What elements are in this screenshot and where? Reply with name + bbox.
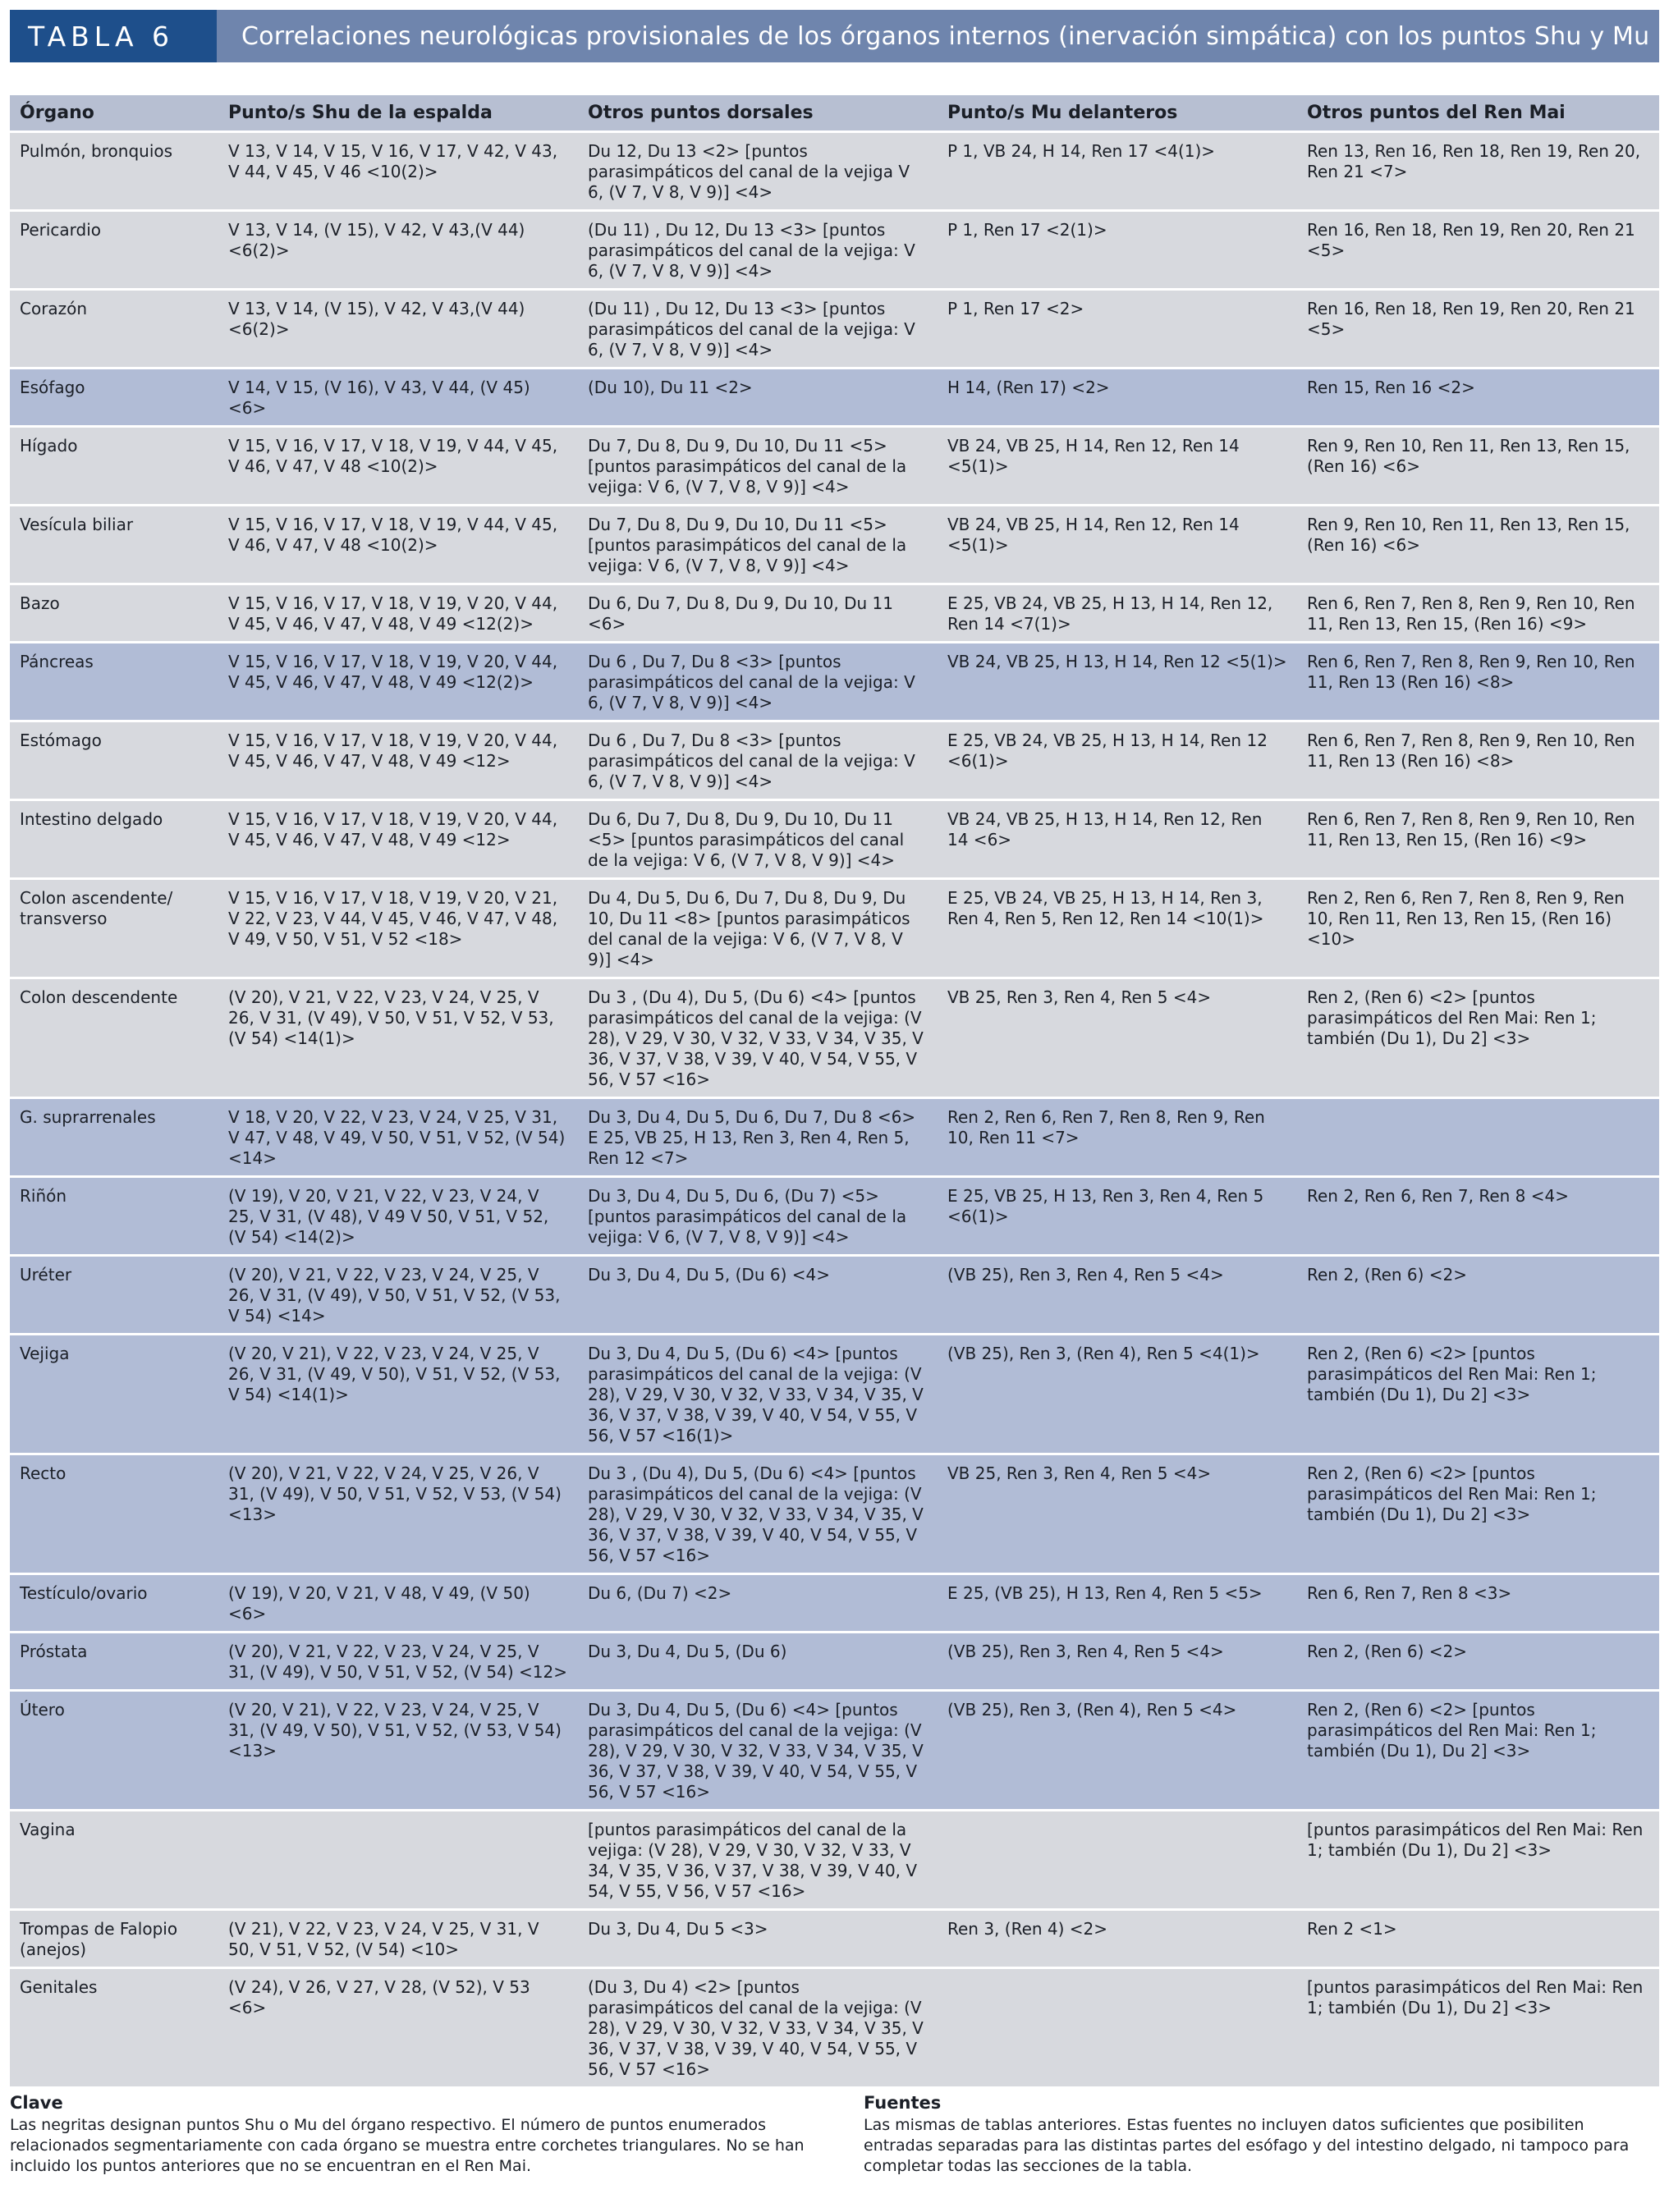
organ-cell: Estómago — [10, 721, 218, 799]
dorsal-cell: Du 6, Du 7, Du 8, Du 9, Du 10, Du 11 <5> [puntos parasimpáticos del canal de la vejiga: V 6, (V 7, V 8, V 9)] <4> — [578, 799, 938, 878]
shu-cell: (V 20, V 21), V 22, V 23, V 24, V 25, V 31, (V 49, V 50), V 51, V 52, (V 53, V 54) <13> — [218, 1690, 578, 1810]
organ-cell: Colon descendente — [10, 978, 218, 1097]
shu-cell: V 15, V 16, V 17, V 18, V 19, V 44, V 45, V 46, V 47, V 48 <10(2)> — [218, 505, 578, 584]
organ-cell: Bazo — [10, 584, 218, 642]
shu-cell: (V 19), V 20, V 21, V 22, V 23, V 24, V 25, V 31, (V 48), V 49 V 50, V 51, V 52, (V 54) <14(2)> — [218, 1176, 578, 1255]
table-row — [10, 210, 1659, 289]
ren-cell: Ren 2, (Ren 6) <2> — [1297, 1255, 1659, 1334]
organ-cell: Corazón — [10, 289, 218, 368]
ren-cell: Ren 13, Ren 16, Ren 18, Ren 19, Ren 20, Ren 21 <7> — [1297, 131, 1659, 210]
table-row — [10, 878, 1659, 978]
shu-cell: (V 19), V 20, V 21, V 48, V 49, (V 50) <6> — [218, 1573, 578, 1632]
mu-cell: H 14, (Ren 17) <2> — [938, 368, 1297, 426]
mu-cell: Ren 3, (Ren 4) <2> — [938, 1909, 1297, 1967]
mu-cell: VB 24, VB 25, H 14, Ren 12, Ren 14 <5(1)> — [938, 505, 1297, 584]
dorsal-cell: Du 3, Du 4, Du 5, (Du 6) <4> [puntos parasimpáticos del canal de la vejiga: (V 28), V 29, V 30, V 32, V 33, V 34, V 35, V 36, V 37, V 38, V 39, V 40, V 54, V 55, V 56, V 57 <16> — [578, 1690, 938, 1810]
shu-cell: (V 20, V 21), V 22, V 23, V 24, V 25, V 26, V 31, (V 49, V 50), V 51, V 52, (V 53, V 54) <14(1)> — [218, 1334, 578, 1454]
header-organ: Órgano — [10, 95, 218, 131]
ren-cell: Ren 2, (Ren 6) <2> [puntos parasimpáticos del Ren Mai: Ren 1; también (Du 1), Du 2] <3> — [1297, 1690, 1659, 1810]
table-title-bar — [10, 10, 1659, 62]
ren-cell: Ren 6, Ren 7, Ren 8, Ren 9, Ren 10, Ren 11, Ren 13 (Ren 16) <8> — [1297, 721, 1659, 799]
dorsal-cell: Du 3, Du 4, Du 5, Du 6, (Du 7) <5> [puntos parasimpáticos del canal de la vejiga: V 6, (V 7, V 8, V 9)] <4> — [578, 1176, 938, 1255]
ren-cell: Ren 6, Ren 7, Ren 8, Ren 9, Ren 10, Ren 11, Ren 13, Ren 15, (Ren 16) <9> — [1297, 584, 1659, 642]
ren-cell: Ren 6, Ren 7, Ren 8, Ren 9, Ren 10, Ren 11, Ren 13, Ren 15, (Ren 16) <9> — [1297, 799, 1659, 878]
dorsal-cell: Du 7, Du 8, Du 9, Du 10, Du 11 <5> [puntos parasimpáticos del canal de la vejiga: V 6, (V 7, V 8, V 9)] <4> — [578, 426, 938, 505]
shu-cell: V 14, V 15, (V 16), V 43, V 44, (V 45) <6> — [218, 368, 578, 426]
shu-cell: V 15, V 16, V 17, V 18, V 19, V 20, V 44, V 45, V 46, V 47, V 48, V 49 <12> — [218, 721, 578, 799]
dorsal-cell: Du 6 , Du 7, Du 8 <3> [puntos parasimpáticos del canal de la vejiga: V 6, (V 7, V 8, V 9)] <4> — [578, 721, 938, 799]
ren-cell: Ren 9, Ren 10, Ren 11, Ren 13, Ren 15, (Ren 16) <6> — [1297, 426, 1659, 505]
ren-cell — [1297, 1097, 1659, 1176]
dorsal-cell: Du 3, Du 4, Du 5, (Du 6) — [578, 1632, 938, 1690]
table-row — [10, 978, 1659, 1097]
shu-cell: V 15, V 16, V 17, V 18, V 19, V 20, V 44, V 45, V 46, V 47, V 48, V 49 <12(2)> — [218, 642, 578, 721]
mu-cell: VB 24, VB 25, H 13, H 14, Ren 12 <5(1)> — [938, 642, 1297, 721]
dorsal-cell: (Du 10), Du 11 <2> — [578, 368, 938, 426]
mu-cell: P 1, Ren 17 <2> — [938, 289, 1297, 368]
table-row — [10, 131, 1659, 210]
table-row — [10, 368, 1659, 426]
table-header-row — [10, 95, 1659, 131]
key-note — [10, 2093, 831, 2177]
ren-cell: Ren 6, Ren 7, Ren 8 <3> — [1297, 1573, 1659, 1632]
header-ren: Otros puntos del Ren Mai — [1297, 95, 1659, 131]
mu-cell: VB 25, Ren 3, Ren 4, Ren 5 <4> — [938, 978, 1297, 1097]
sources-text: Las mismas de tablas anteriores. Estas fuentes no incluyen datos suficientes que posibiliten entradas separadas para las distintas partes del esófago y del intestino delgado, ni tampoco para completar todas las secciones de la tabla. — [864, 2116, 1630, 2175]
mu-cell: P 1, VB 24, H 14, Ren 17 <4(1)> — [938, 131, 1297, 210]
table-row — [10, 642, 1659, 721]
key-title: Clave — [10, 2093, 63, 2113]
mu-cell — [938, 1810, 1297, 1909]
ren-cell: Ren 2, (Ren 6) <2> [puntos parasimpáticos del Ren Mai: Ren 1; también (Du 1), Du 2] <3> — [1297, 1334, 1659, 1454]
table-row — [10, 799, 1659, 878]
table-row — [10, 1255, 1659, 1334]
ren-cell: [puntos parasimpáticos del Ren Mai: Ren 1; también (Du 1), Du 2] <3> — [1297, 1967, 1659, 2087]
table-number-label: TABLA 6 — [10, 10, 217, 62]
mu-cell: VB 24, VB 25, H 14, Ren 12, Ren 14 <5(1)> — [938, 426, 1297, 505]
shu-cell: V 13, V 14, (V 15), V 42, V 43,(V 44) <6(2)> — [218, 210, 578, 289]
shu-cell: V 13, V 14, (V 15), V 42, V 43,(V 44) <6(2)> — [218, 289, 578, 368]
organ-cell: Pericardio — [10, 210, 218, 289]
organ-cell: Próstata — [10, 1632, 218, 1690]
organ-cell: Útero — [10, 1690, 218, 1810]
ren-cell: Ren 16, Ren 18, Ren 19, Ren 20, Ren 21 <5> — [1297, 210, 1659, 289]
table-row — [10, 1810, 1659, 1909]
shu-cell: V 15, V 16, V 17, V 18, V 19, V 20, V 44, V 45, V 46, V 47, V 48, V 49 <12(2)> — [218, 584, 578, 642]
table-row — [10, 721, 1659, 799]
organ-cell: G. suprarrenales — [10, 1097, 218, 1176]
shu-cell: (V 20), V 21, V 22, V 24, V 25, V 26, V 31, (V 49), V 50, V 51, V 52, V 53, (V 54) <13> — [218, 1454, 578, 1573]
organ-cell: Pulmón, bronquios — [10, 131, 218, 210]
ren-cell: Ren 2, (Ren 6) <2> [puntos parasimpáticos del Ren Mai: Ren 1; también (Du 1), Du 2] <3> — [1297, 978, 1659, 1097]
mu-cell: E 25, VB 25, H 13, Ren 3, Ren 4, Ren 5 <6(1)> — [938, 1176, 1297, 1255]
table-title: Correlaciones neurológicas provisionales de los órganos internos (inervación simpática) con los puntos Shu y Mu — [241, 21, 1650, 51]
shu-cell: (V 20), V 21, V 22, V 23, V 24, V 25, V 26, V 31, (V 49), V 50, V 51, V 52, V 53, (V 54) <14(1)> — [218, 978, 578, 1097]
organ-cell: Genitales — [10, 1967, 218, 2087]
ren-cell: [puntos parasimpáticos del Ren Mai: Ren 1; también (Du 1), Du 2] <3> — [1297, 1810, 1659, 1909]
mu-cell: P 1, Ren 17 <2(1)> — [938, 210, 1297, 289]
dorsal-cell: Du 12, Du 13 <2> [puntos parasimpáticos del canal de la vejiga V 6, (V 7, V 8, V 9)] <4> — [578, 131, 938, 210]
dorsal-cell: Du 6, Du 7, Du 8, Du 9, Du 10, Du 11 <6> — [578, 584, 938, 642]
mu-cell: VB 25, Ren 3, Ren 4, Ren 5 <4> — [938, 1454, 1297, 1573]
organ-cell: Colon ascendente/ transverso — [10, 878, 218, 978]
mu-cell: (VB 25), Ren 3, Ren 4, Ren 5 <4> — [938, 1255, 1297, 1334]
table-row — [10, 1967, 1659, 2087]
mu-cell — [938, 1967, 1297, 2087]
ren-cell: Ren 2, (Ren 6) <2> — [1297, 1632, 1659, 1690]
table-row — [10, 1454, 1659, 1573]
shu-cell: V 15, V 16, V 17, V 18, V 19, V 20, V 44, V 45, V 46, V 47, V 48, V 49 <12> — [218, 799, 578, 878]
organ-cell: Recto — [10, 1454, 218, 1573]
ren-cell: Ren 2, Ren 6, Ren 7, Ren 8 <4> — [1297, 1176, 1659, 1255]
shu-cell: V 13, V 14, V 15, V 16, V 17, V 42, V 43, V 44, V 45, V 46 <10(2)> — [218, 131, 578, 210]
ren-cell: Ren 15, Ren 16 <2> — [1297, 368, 1659, 426]
sources-note — [864, 2093, 1652, 2177]
ren-cell: Ren 2 <1> — [1297, 1909, 1659, 1967]
shu-cell: (V 20), V 21, V 22, V 23, V 24, V 25, V 31, (V 49), V 50, V 51, V 52, (V 54) <12> — [218, 1632, 578, 1690]
dorsal-cell: Du 3, Du 4, Du 5, Du 6, Du 7, Du 8 <6> E 25, VB 25, H 13, Ren 3, Ren 4, Ren 5, Ren 12 <7> — [578, 1097, 938, 1176]
dorsal-cell: Du 3, Du 4, Du 5 <3> — [578, 1909, 938, 1967]
table-row — [10, 1690, 1659, 1810]
mu-cell: (VB 25), Ren 3, (Ren 4), Ren 5 <4(1)> — [938, 1334, 1297, 1454]
dorsal-cell: Du 6 , Du 7, Du 8 <3> [puntos parasimpáticos del canal de la vejiga: V 6, (V 7, V 8, V 9)] <4> — [578, 642, 938, 721]
organ-cell: Uréter — [10, 1255, 218, 1334]
table-row — [10, 426, 1659, 505]
table-row — [10, 1176, 1659, 1255]
table-row — [10, 1573, 1659, 1632]
sources-title: Fuentes — [864, 2093, 942, 2113]
table-row — [10, 584, 1659, 642]
table-row — [10, 1097, 1659, 1176]
key-text: Las negritas designan puntos Shu o Mu del órgano respectivo. El número de puntos enumerados relacionados segmentariamente con cada órgano se muestra entre corchetes triangulares. No se han incluido los puntos anteriores que no se encuentran en el Ren Mai. — [10, 2116, 805, 2175]
organ-cell: Intestino delgado — [10, 799, 218, 878]
header-mu: Punto/s Mu delanteros — [938, 95, 1297, 131]
header-shu: Punto/s Shu de la espalda — [218, 95, 578, 131]
shu-cell: V 18, V 20, V 22, V 23, V 24, V 25, V 31, V 47, V 48, V 49, V 50, V 51, V 52, (V 54) <14> — [218, 1097, 578, 1176]
dorsal-cell: (Du 11) , Du 12, Du 13 <3> [puntos parasimpáticos del canal de la vejiga: V 6, (V 7, V 8, V 9)] <4> — [578, 289, 938, 368]
organ-cell: Vejiga — [10, 1334, 218, 1454]
dorsal-cell: Du 6, (Du 7) <2> — [578, 1573, 938, 1632]
dorsal-cell: (Du 3, Du 4) <2> [puntos parasimpáticos del canal de la vejiga: (V 28), V 29, V 30, V 32, V 33, V 34, V 35, V 36, V 37, V 38, V 39, V 40, V 54, V 55, V 56, V 57 <16> — [578, 1967, 938, 2087]
shu-cell — [218, 1810, 578, 1909]
mu-cell: E 25, VB 24, VB 25, H 13, H 14, Ren 12 <6(1)> — [938, 721, 1297, 799]
shu-cell: V 15, V 16, V 17, V 18, V 19, V 44, V 45, V 46, V 47, V 48 <10(2)> — [218, 426, 578, 505]
shu-cell: (V 24), V 26, V 27, V 28, (V 52), V 53 <6> — [218, 1967, 578, 2087]
table-row — [10, 1632, 1659, 1690]
table-row — [10, 505, 1659, 584]
ren-cell: Ren 6, Ren 7, Ren 8, Ren 9, Ren 10, Ren 11, Ren 13 (Ren 16) <8> — [1297, 642, 1659, 721]
correlations-table — [10, 95, 1659, 2089]
mu-cell: Ren 2, Ren 6, Ren 7, Ren 8, Ren 9, Ren 10, Ren 11 <7> — [938, 1097, 1297, 1176]
organ-cell: Vagina — [10, 1810, 218, 1909]
ren-cell: Ren 9, Ren 10, Ren 11, Ren 13, Ren 15, (Ren 16) <6> — [1297, 505, 1659, 584]
organ-cell: Trompas de Falopio (anejos) — [10, 1909, 218, 1967]
mu-cell: E 25, (VB 25), H 13, Ren 4, Ren 5 <5> — [938, 1573, 1297, 1632]
mu-cell: E 25, VB 24, VB 25, H 13, H 14, Ren 3, Ren 4, Ren 5, Ren 12, Ren 14 <10(1)> — [938, 878, 1297, 978]
ren-cell: Ren 16, Ren 18, Ren 19, Ren 20, Ren 21 <5> — [1297, 289, 1659, 368]
shu-cell: (V 21), V 22, V 23, V 24, V 25, V 31, V 50, V 51, V 52, (V 54) <10> — [218, 1909, 578, 1967]
organ-cell: Riñón — [10, 1176, 218, 1255]
dorsal-cell: Du 4, Du 5, Du 6, Du 7, Du 8, Du 9, Du 10, Du 11 <8> [puntos parasimpáticos del canal de la vejiga: V 6, (V 7, V 8, V 9)] <4> — [578, 878, 938, 978]
dorsal-cell: Du 3 , (Du 4), Du 5, (Du 6) <4> [puntos parasimpáticos del canal de la vejiga: (V 28), V 29, V 30, V 32, V 33, V 34, V 35, V 36, V 37, V 38, V 39, V 40, V 54, V 55, V 56, V 57 <16> — [578, 1454, 938, 1573]
dorsal-cell: Du 3, Du 4, Du 5, (Du 6) <4> — [578, 1255, 938, 1334]
dorsal-cell: Du 7, Du 8, Du 9, Du 10, Du 11 <5> [puntos parasimpáticos del canal de la vejiga: V 6, (V 7, V 8, V 9)] <4> — [578, 505, 938, 584]
organ-cell: Vesícula biliar — [10, 505, 218, 584]
mu-cell: (VB 25), Ren 3, (Ren 4), Ren 5 <4> — [938, 1690, 1297, 1810]
organ-cell: Testículo/ovario — [10, 1573, 218, 1632]
table-row — [10, 1909, 1659, 1967]
shu-cell: (V 20), V 21, V 22, V 23, V 24, V 25, V 26, V 31, (V 49), V 50, V 51, V 52, (V 53, V 54) <14> — [218, 1255, 578, 1334]
header-dorsal: Otros puntos dorsales — [578, 95, 938, 131]
dorsal-cell: Du 3, Du 4, Du 5, (Du 6) <4> [puntos parasimpáticos del canal de la vejiga: (V 28), V 29, V 30, V 32, V 33, V 34, V 35, V 36, V 37, V 38, V 39, V 40, V 54, V 55, V 56, V 57 <16(1)> — [578, 1334, 938, 1454]
organ-cell: Páncreas — [10, 642, 218, 721]
mu-cell: (VB 25), Ren 3, Ren 4, Ren 5 <4> — [938, 1632, 1297, 1690]
dorsal-cell: Du 3 , (Du 4), Du 5, (Du 6) <4> [puntos parasimpáticos del canal de la vejiga: (V 28), V 29, V 30, V 32, V 33, V 34, V 35, V 36, V 37, V 38, V 39, V 40, V 54, V 55, V 56, V 57 <16> — [578, 978, 938, 1097]
table-row — [10, 289, 1659, 368]
shu-cell: V 15, V 16, V 17, V 18, V 19, V 20, V 21, V 22, V 23, V 44, V 45, V 46, V 47, V 48, V 49, V 50, V 51, V 52 <18> — [218, 878, 578, 978]
organ-cell: Hígado — [10, 426, 218, 505]
organ-cell: Esófago — [10, 368, 218, 426]
mu-cell: E 25, VB 24, VB 25, H 13, H 14, Ren 12, Ren 14 <7(1)> — [938, 584, 1297, 642]
dorsal-cell: (Du 11) , Du 12, Du 13 <3> [puntos parasimpáticos del canal de la vejiga: V 6, (V 7, V 8, V 9)] <4> — [578, 210, 938, 289]
ren-cell: Ren 2, Ren 6, Ren 7, Ren 8, Ren 9, Ren 10, Ren 11, Ren 13, Ren 15, (Ren 16) <10> — [1297, 878, 1659, 978]
dorsal-cell: [puntos parasimpáticos del canal de la vejiga: (V 28), V 29, V 30, V 32, V 33, V 34, V 35, V 36, V 37, V 38, V 39, V 40, V 54, V 55, V 56, V 57 <16> — [578, 1810, 938, 1909]
table-row — [10, 1334, 1659, 1454]
ren-cell: Ren 2, (Ren 6) <2> [puntos parasimpáticos del Ren Mai: Ren 1; también (Du 1), Du 2] <3> — [1297, 1454, 1659, 1573]
mu-cell: VB 24, VB 25, H 13, H 14, Ren 12, Ren 14 <6> — [938, 799, 1297, 878]
